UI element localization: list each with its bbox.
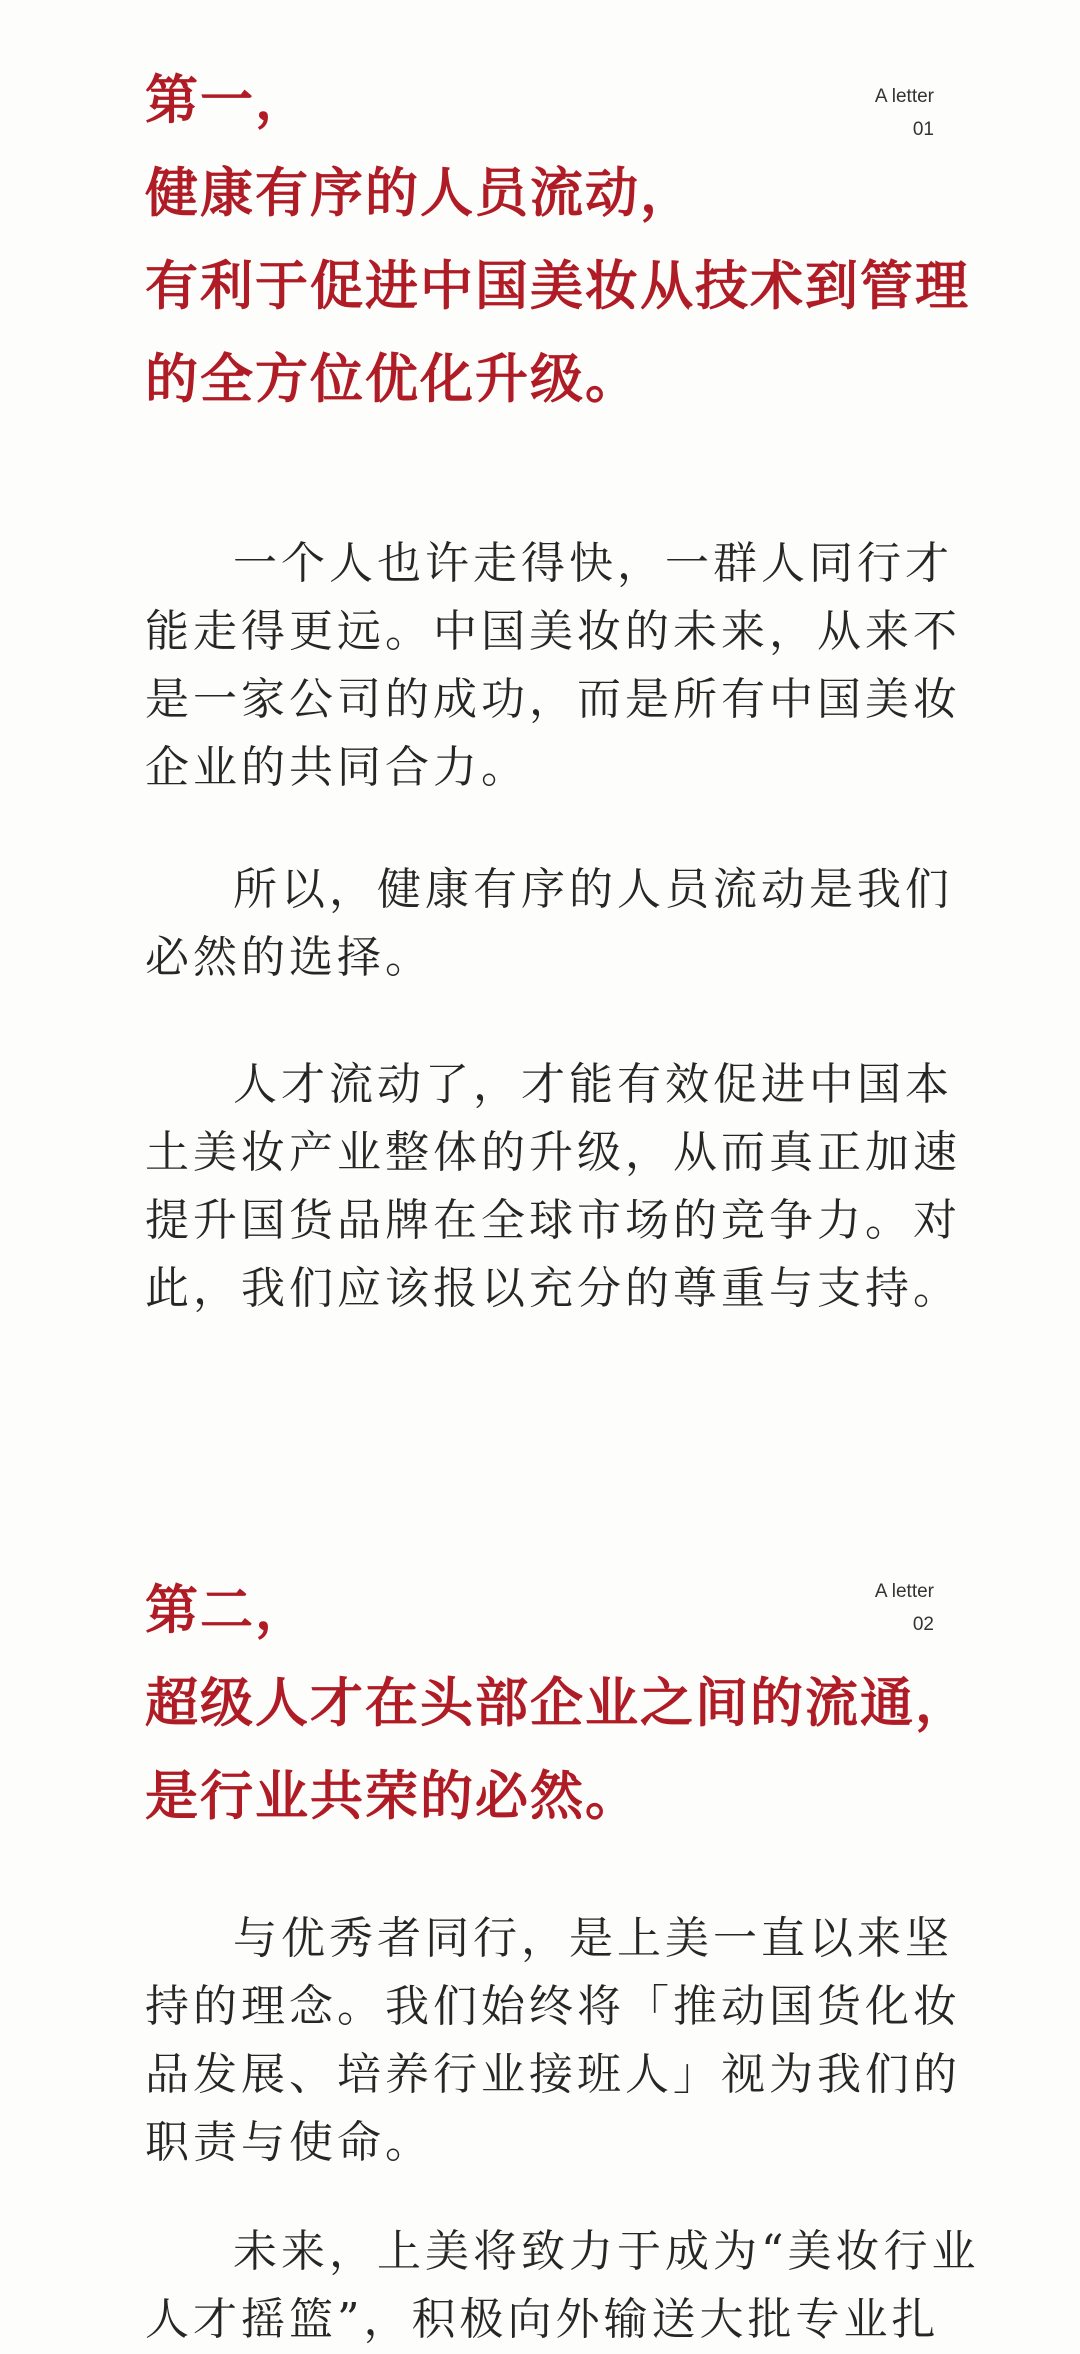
letter-tag-title: A letter (874, 1581, 934, 1602)
heading-line: 的全方位优化升级。 (145, 348, 640, 410)
paragraph-line: 持的理念。我们始终将「推动国货化妆 (145, 1981, 961, 2032)
heading-line: 第二， (145, 1579, 310, 1641)
body-paragraph-5 (145, 2218, 980, 2354)
paragraph-line: 企业的共同合力。 (145, 742, 529, 793)
letter-tag-number: 02 (912, 1614, 934, 1635)
heading-line: 超级人才在头部企业之间的流通， (145, 1672, 970, 1734)
paragraph-line: 人才摇篮”，积极向外输送大批专业扎 (145, 2294, 940, 2345)
paragraph-line: 提升国货品牌在全球市场的竞争力。对 (145, 1195, 961, 1246)
paragraph-line: 职责与使命。 (145, 2117, 433, 2168)
letter-tag-title: A letter (874, 86, 934, 107)
heading-line: 有利于促进中国美妆从技术到管理 (145, 255, 970, 317)
paragraph-line: 一个人也许走得快，一群人同行才 (233, 538, 953, 589)
body-paragraph-4 (145, 1905, 961, 2177)
paragraph-line: 能走得更远。中国美妆的未来，从来不 (145, 606, 961, 657)
paragraph-line: 未来，上美将致力于成为“美妆行业 (233, 2226, 980, 2277)
paragraph-line: 必然的选择。 (145, 932, 433, 983)
paragraph-line: 品发展、培养行业接班人」视为我们的 (145, 2049, 961, 2100)
paragraph-line: 人才流动了，才能有效促进中国本 (233, 1059, 953, 1110)
paragraph-line: 所以，健康有序的人员流动是我们 (233, 864, 953, 915)
letter-tag-number: 01 (912, 119, 934, 140)
heading-line: 是行业共荣的必然。 (145, 1765, 640, 1827)
paragraph-line: 是一家公司的成功，而是所有中国美妆 (145, 674, 961, 725)
heading-line: 健康有序的人员流动， (145, 162, 695, 224)
section-heading-1 (145, 54, 970, 426)
body-paragraph-2 (145, 856, 953, 992)
body-paragraph-1 (145, 530, 961, 802)
section-heading-2 (145, 1564, 970, 1843)
paragraph-line: 此，我们应该报以充分的尊重与支持。 (145, 1263, 961, 1314)
paragraph-line: 土美妆产业整体的升级，从而真正加速 (145, 1127, 961, 1178)
body-paragraph-3 (145, 1051, 961, 1323)
paragraph-line: 与优秀者同行，是上美一直以来坚 (233, 1913, 953, 1964)
heading-line: 第一， (145, 69, 310, 131)
